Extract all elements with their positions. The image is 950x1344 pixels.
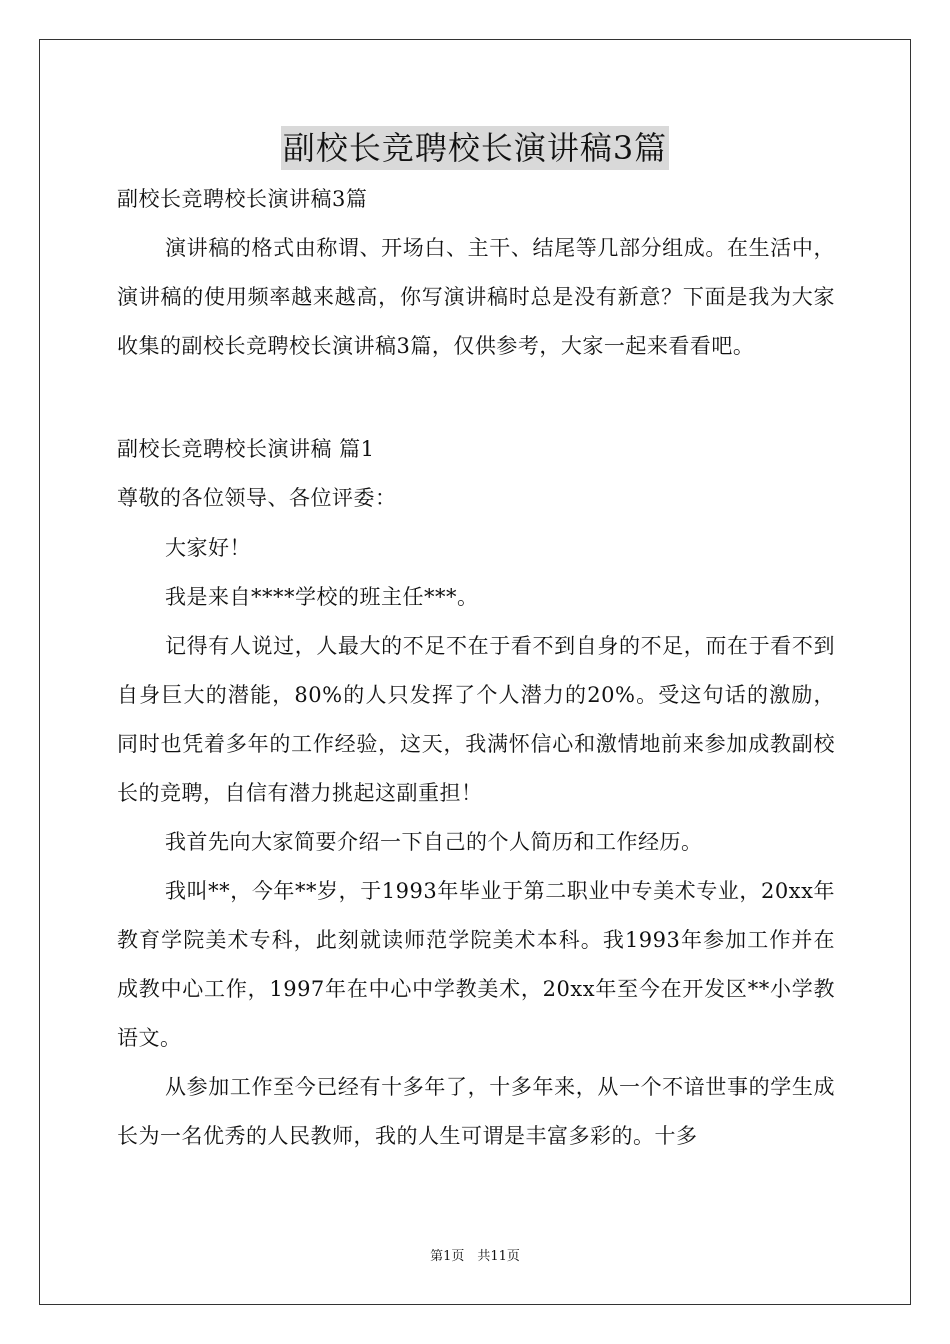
- body-paragraph-4: 我叫**，今年**岁，于1993年毕业于第二职业中专美术专业，20xx年教育学院美术专科，此刻就读师范学院美术本科。我1993年参加工作并在成教中心工作，1997年在中心中学教美术，20xx年至今在开发区**小学教语文。: [117, 879, 835, 1050]
- page-footer: 第1页 共11页: [430, 1249, 520, 1264]
- document-subtitle: 副校长竞聘校长演讲稿3篇: [117, 187, 368, 211]
- section-heading: 副校长竞聘校长演讲稿 篇1: [117, 437, 375, 461]
- greeting-paragraph: 大家好！: [165, 536, 251, 560]
- body-paragraph-1: 我是来自****学校的班主任***。: [165, 585, 479, 609]
- body-paragraph-2: 记得有人说过，人最大的不足不在于看不到自身的不足，而在于看不到自身巨大的潜能，80%的人只发挥了个人潜力的20%。受这句话的激励，同时也凭着多年的工作经验，这天，我满怀信心和激情地前来参加成教副校长的竞聘，自信有潜力挑起这副重担！: [117, 634, 835, 805]
- body-paragraph-5: 从参加工作至今已经有十多年了，十多年来，从一个不谙世事的学生成长为一名优秀的人民教师，我的人生可谓是丰富多彩的。十多: [117, 1075, 835, 1148]
- document-title: 副校长竞聘校长演讲稿3篇: [281, 126, 669, 170]
- intro-paragraph: 演讲稿的格式由称谓、开场白、主干、结尾等几部分组成。在生活中，演讲稿的使用频率越来越高，你写演讲稿时总是没有新意？下面是我为大家收集的副校长竞聘校长演讲稿3篇，仅供参考，大家一起来看看吧。: [117, 236, 835, 358]
- salutation: 尊敬的各位领导、各位评委：: [117, 486, 397, 510]
- title-container: [0, 126, 950, 170]
- body-paragraph-3: 我首先向大家简要介绍一下自己的个人简历和工作经历。: [165, 830, 703, 854]
